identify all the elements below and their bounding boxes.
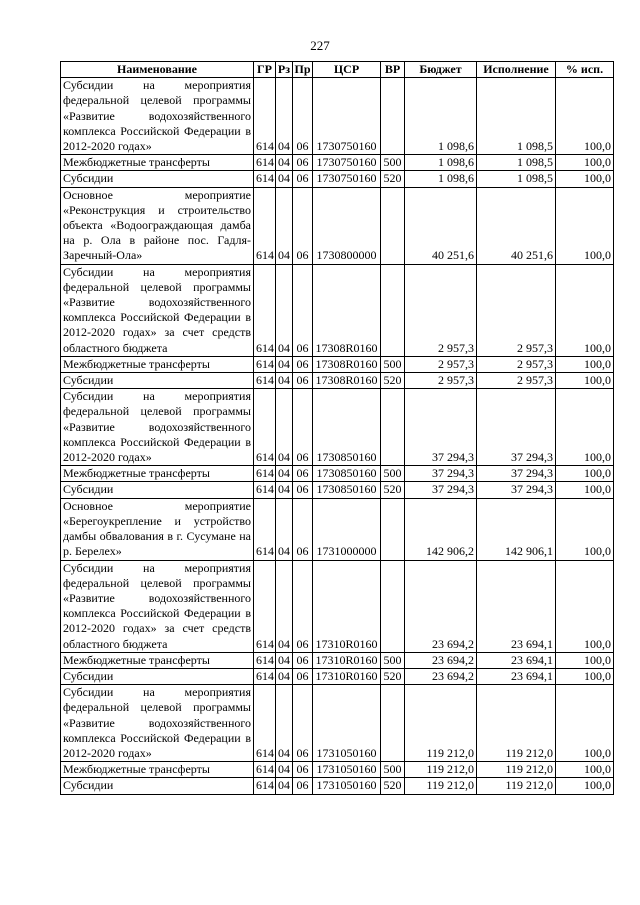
cell-vr	[381, 389, 405, 466]
cell-gr: 614	[254, 685, 276, 762]
cell-budget: 37 294,3	[405, 482, 477, 498]
cell-vr: 520	[381, 171, 405, 187]
cell-pr: 06	[293, 356, 313, 372]
cell-name: Субсидии	[61, 373, 254, 389]
cell-percent: 100,0	[556, 155, 614, 171]
cell-vr	[381, 187, 405, 264]
cell-pr: 06	[293, 560, 313, 652]
cell-name: Межбюджетные трансферты	[61, 356, 254, 372]
cell-vr: 520	[381, 778, 405, 794]
table-row	[61, 560, 614, 652]
cell-gr: 614	[254, 155, 276, 171]
cell-budget: 119 212,0	[405, 762, 477, 778]
cell-vr: 500	[381, 762, 405, 778]
budget-table	[60, 61, 614, 795]
cell-rz: 04	[276, 264, 293, 356]
table-row	[61, 778, 614, 794]
cell-csr: 1731050160	[313, 778, 381, 794]
cell-budget: 23 694,2	[405, 668, 477, 684]
cell-execution: 119 212,0	[477, 685, 556, 762]
header-gr: ГР	[254, 62, 276, 78]
cell-percent: 100,0	[556, 498, 614, 560]
cell-name: Основное мероприятие «Реконструкция и строительство объекта «Водоограждающая дамба на р. Ола в районе пос. Гадля-Заречный-Ола»	[61, 187, 254, 264]
cell-vr: 500	[381, 356, 405, 372]
cell-execution: 40 251,6	[477, 187, 556, 264]
cell-csr: 17310R0160	[313, 668, 381, 684]
header-execution: Исполнение	[477, 62, 556, 78]
cell-csr: 17310R0160	[313, 560, 381, 652]
table-row	[61, 264, 614, 356]
cell-rz: 04	[276, 685, 293, 762]
cell-pr: 06	[293, 685, 313, 762]
cell-pr: 06	[293, 155, 313, 171]
cell-gr: 614	[254, 560, 276, 652]
cell-budget: 37 294,3	[405, 466, 477, 482]
header-csr: ЦСР	[313, 62, 381, 78]
cell-name: Межбюджетные трансферты	[61, 155, 254, 171]
cell-execution: 23 694,1	[477, 668, 556, 684]
cell-name: Субсидии	[61, 482, 254, 498]
cell-csr: 17308R0160	[313, 356, 381, 372]
cell-name: Субсидии на мероприятия федеральной целевой программы «Развитие водохозяйственного комплекса Российской Федерации в 2012-2020 годах»	[61, 78, 254, 155]
header-budget: Бюджет	[405, 62, 477, 78]
cell-gr: 614	[254, 187, 276, 264]
cell-percent: 100,0	[556, 482, 614, 498]
cell-execution: 119 212,0	[477, 762, 556, 778]
cell-gr: 614	[254, 171, 276, 187]
cell-vr: 500	[381, 155, 405, 171]
cell-pr: 06	[293, 264, 313, 356]
cell-vr	[381, 685, 405, 762]
cell-csr: 1731050160	[313, 762, 381, 778]
cell-execution: 37 294,3	[477, 466, 556, 482]
cell-percent: 100,0	[556, 762, 614, 778]
cell-percent: 100,0	[556, 560, 614, 652]
cell-pr: 06	[293, 171, 313, 187]
cell-pr: 06	[293, 482, 313, 498]
cell-name: Основное мероприятие «Берегоукрепление и устройство дамбы обвалования в г. Сусумане на р. Берелех»	[61, 498, 254, 560]
cell-percent: 100,0	[556, 778, 614, 794]
cell-pr: 06	[293, 668, 313, 684]
cell-rz: 04	[276, 778, 293, 794]
table-row	[61, 466, 614, 482]
cell-gr: 614	[254, 466, 276, 482]
cell-budget: 142 906,2	[405, 498, 477, 560]
cell-rz: 04	[276, 762, 293, 778]
cell-csr: 1730750160	[313, 171, 381, 187]
cell-pr: 06	[293, 389, 313, 466]
cell-percent: 100,0	[556, 187, 614, 264]
cell-vr: 500	[381, 652, 405, 668]
cell-name: Субсидии	[61, 171, 254, 187]
cell-gr: 614	[254, 498, 276, 560]
table-body	[61, 78, 614, 794]
cell-name: Субсидии на мероприятия федеральной целевой программы «Развитие водохозяйственного комплекса Российской Федерации в 2012-2020 годах»	[61, 685, 254, 762]
cell-execution: 119 212,0	[477, 778, 556, 794]
cell-gr: 614	[254, 652, 276, 668]
table-row	[61, 356, 614, 372]
cell-name: Субсидии на мероприятия федеральной целевой программы «Развитие водохозяйственного комплекса Российской Федерации в 2012-2020 годах»	[61, 389, 254, 466]
cell-rz: 04	[276, 187, 293, 264]
cell-vr: 520	[381, 482, 405, 498]
table-row	[61, 685, 614, 762]
table-row	[61, 498, 614, 560]
table-row	[61, 171, 614, 187]
cell-csr: 17308R0160	[313, 373, 381, 389]
cell-budget: 40 251,6	[405, 187, 477, 264]
cell-csr: 17310R0160	[313, 652, 381, 668]
cell-vr: 520	[381, 373, 405, 389]
table-row	[61, 155, 614, 171]
cell-execution: 2 957,3	[477, 373, 556, 389]
cell-budget: 119 212,0	[405, 778, 477, 794]
cell-csr: 1731000000	[313, 498, 381, 560]
cell-csr: 1730850160	[313, 389, 381, 466]
cell-rz: 04	[276, 498, 293, 560]
cell-vr	[381, 498, 405, 560]
cell-percent: 100,0	[556, 78, 614, 155]
cell-csr: 1730850160	[313, 482, 381, 498]
cell-percent: 100,0	[556, 356, 614, 372]
cell-execution: 1 098,5	[477, 78, 556, 155]
header-name: Наименование	[61, 62, 254, 78]
table-header-row	[61, 62, 614, 78]
cell-gr: 614	[254, 373, 276, 389]
table-row	[61, 652, 614, 668]
cell-pr: 06	[293, 652, 313, 668]
cell-budget: 1 098,6	[405, 78, 477, 155]
cell-execution: 37 294,3	[477, 482, 556, 498]
cell-budget: 23 694,2	[405, 560, 477, 652]
cell-pr: 06	[293, 466, 313, 482]
cell-pr: 06	[293, 373, 313, 389]
cell-execution: 142 906,1	[477, 498, 556, 560]
table-row	[61, 762, 614, 778]
cell-vr	[381, 560, 405, 652]
cell-vr: 520	[381, 668, 405, 684]
cell-name: Межбюджетные трансферты	[61, 652, 254, 668]
cell-csr: 1730750160	[313, 155, 381, 171]
cell-execution: 23 694,1	[477, 652, 556, 668]
cell-csr: 1730750160	[313, 78, 381, 155]
cell-csr: 1730850160	[313, 466, 381, 482]
cell-budget: 2 957,3	[405, 264, 477, 356]
cell-percent: 100,0	[556, 171, 614, 187]
cell-budget: 2 957,3	[405, 356, 477, 372]
cell-execution: 37 294,3	[477, 389, 556, 466]
cell-budget: 1 098,6	[405, 171, 477, 187]
cell-percent: 100,0	[556, 373, 614, 389]
cell-csr: 1730800000	[313, 187, 381, 264]
cell-rz: 04	[276, 482, 293, 498]
cell-budget: 23 694,2	[405, 652, 477, 668]
cell-percent: 100,0	[556, 466, 614, 482]
cell-execution: 1 098,5	[477, 155, 556, 171]
cell-percent: 100,0	[556, 685, 614, 762]
cell-rz: 04	[276, 389, 293, 466]
cell-pr: 06	[293, 498, 313, 560]
cell-execution: 2 957,3	[477, 264, 556, 356]
table-row	[61, 78, 614, 155]
cell-pr: 06	[293, 78, 313, 155]
cell-rz: 04	[276, 668, 293, 684]
cell-name: Субсидии на мероприятия федеральной целевой программы «Развитие водохозяйственного комплекса Российской Федерации в 2012-2020 годах» за счет средств областного бюджета	[61, 560, 254, 652]
table-row	[61, 389, 614, 466]
cell-percent: 100,0	[556, 652, 614, 668]
cell-vr	[381, 78, 405, 155]
cell-rz: 04	[276, 78, 293, 155]
cell-rz: 04	[276, 652, 293, 668]
table-row	[61, 187, 614, 264]
cell-rz: 04	[276, 373, 293, 389]
cell-csr: 17308R0160	[313, 264, 381, 356]
cell-percent: 100,0	[556, 264, 614, 356]
cell-gr: 614	[254, 482, 276, 498]
cell-gr: 614	[254, 78, 276, 155]
cell-rz: 04	[276, 155, 293, 171]
cell-execution: 2 957,3	[477, 356, 556, 372]
header-vr: ВР	[381, 62, 405, 78]
cell-name: Межбюджетные трансферты	[61, 466, 254, 482]
cell-budget: 1 098,6	[405, 155, 477, 171]
cell-budget: 119 212,0	[405, 685, 477, 762]
cell-pr: 06	[293, 187, 313, 264]
cell-execution: 23 694,1	[477, 560, 556, 652]
cell-percent: 100,0	[556, 668, 614, 684]
cell-pr: 06	[293, 762, 313, 778]
cell-name: Межбюджетные трансферты	[61, 762, 254, 778]
table-row	[61, 482, 614, 498]
cell-percent: 100,0	[556, 389, 614, 466]
cell-name: Субсидии	[61, 778, 254, 794]
cell-vr	[381, 264, 405, 356]
cell-pr: 06	[293, 778, 313, 794]
cell-execution: 1 098,5	[477, 171, 556, 187]
cell-rz: 04	[276, 466, 293, 482]
cell-rz: 04	[276, 171, 293, 187]
cell-budget: 37 294,3	[405, 389, 477, 466]
cell-rz: 04	[276, 356, 293, 372]
cell-name: Субсидии	[61, 668, 254, 684]
cell-gr: 614	[254, 762, 276, 778]
cell-name: Субсидии на мероприятия федеральной целевой программы «Развитие водохозяйственного комплекса Российской Федерации в 2012-2020 годах» за счет средств областного бюджета	[61, 264, 254, 356]
cell-gr: 614	[254, 778, 276, 794]
table-row	[61, 668, 614, 684]
cell-csr: 1731050160	[313, 685, 381, 762]
header-rz: Рз	[276, 62, 293, 78]
cell-gr: 614	[254, 668, 276, 684]
cell-vr: 500	[381, 466, 405, 482]
table-row	[61, 373, 614, 389]
cell-gr: 614	[254, 356, 276, 372]
page-number: 227	[310, 38, 330, 53]
header-pr: Пр	[294, 62, 311, 76]
header-percent: % исп.	[556, 62, 614, 78]
cell-gr: 614	[254, 389, 276, 466]
cell-gr: 614	[254, 264, 276, 356]
cell-budget: 2 957,3	[405, 373, 477, 389]
cell-rz: 04	[276, 560, 293, 652]
